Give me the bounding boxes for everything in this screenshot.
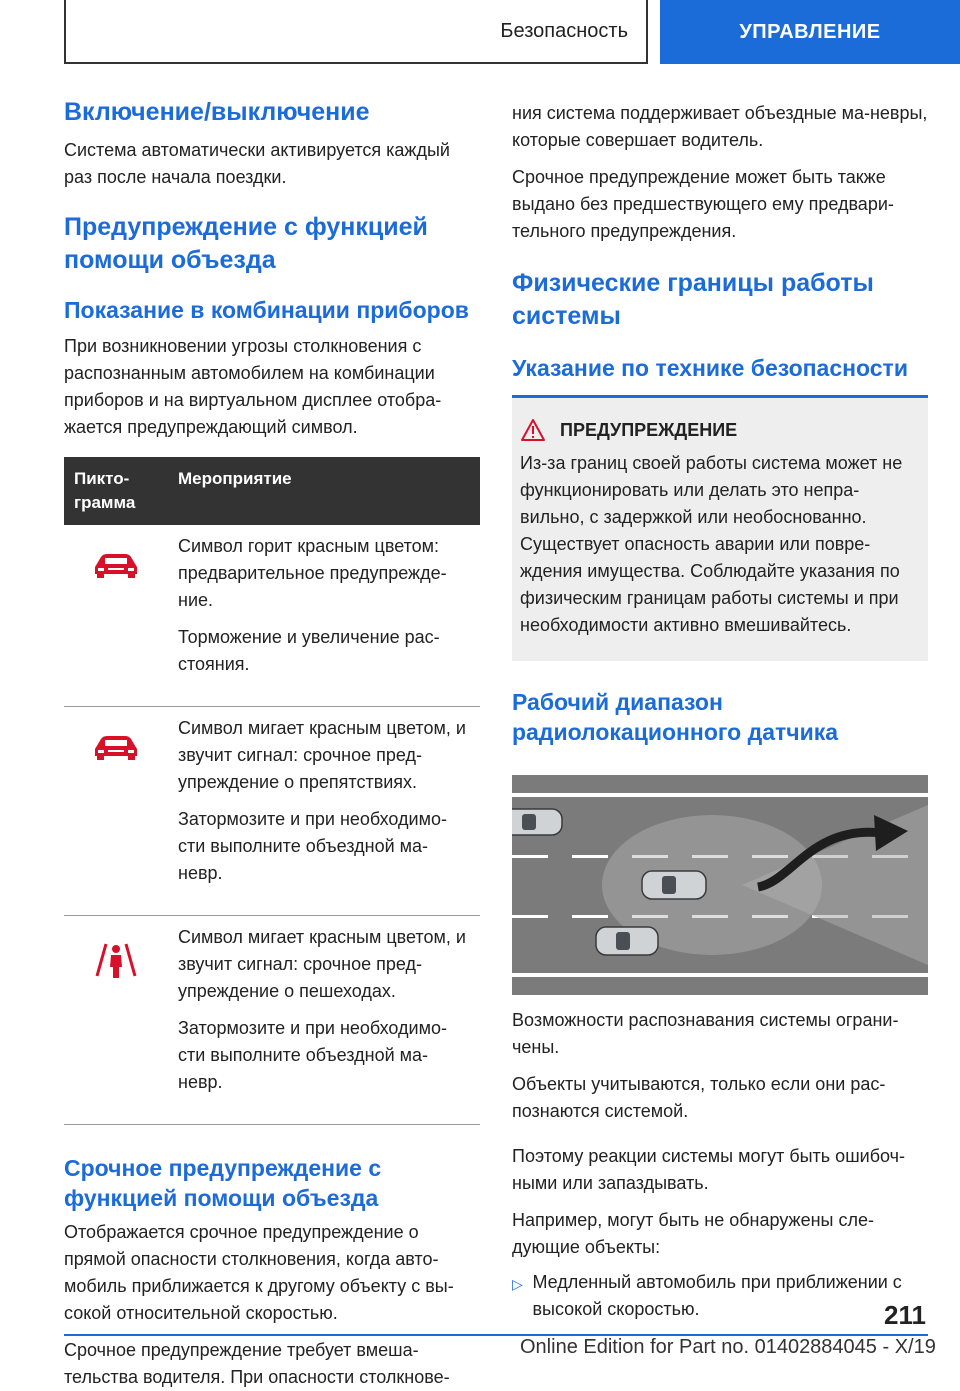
row-text-primary: Символ мигает красным цветом, и звучит сигнал: срочное пред-упреждение о препятствиях. — [178, 718, 466, 792]
heading-on-off: Включение/выключение — [64, 98, 370, 126]
warning-box — [512, 395, 928, 661]
table-header-pictogram: Пикто-грамма — [64, 457, 168, 525]
footer-edition: Online Edition for Part no. 01402884045 - X/19 — [520, 1336, 936, 1358]
radar-range-illustration — [512, 775, 928, 995]
heading-warning-evasion: Предупреждение с функцией помощи объезда — [64, 213, 428, 274]
list-item-text: Медленный автомобиль при приближении с высокой скоростью. — [532, 1272, 902, 1319]
paragraph-instrument-display: При возникновении угрозы столкновения с распознанным автомобилем на комбинации приборов и на виртуальном дисплее отобра-жается предупреждающий символ. — [64, 336, 442, 437]
row-text-secondary: Затормозите и при необходимо-сти выполните объездной ма-невр. — [178, 1018, 447, 1092]
warning-triangle-icon — [520, 418, 546, 442]
heading-instrument-display: Показание в комбинации приборов — [64, 297, 469, 323]
paragraph-urgent-2: Срочное предупреждение требует вмеша-тельства водителя. При опасности столкнове- — [64, 1340, 450, 1387]
heading-safety-note: Указание по технике безопасности — [512, 355, 908, 381]
header-section-tab — [64, 0, 648, 64]
list-item — [512, 1269, 928, 1323]
car-warning-icon — [91, 731, 141, 761]
page-number: 211 — [884, 1300, 926, 1330]
paragraph-range-3: Поэтому реакции системы могут быть ошибоч-ными или запаздывать. — [512, 1146, 905, 1193]
heading-physical-limits: Физические границы работы системы — [512, 269, 874, 330]
row-text-primary: Символ горит красным цветом: предварительное предупрежде-ние. — [178, 536, 447, 610]
table-row — [64, 916, 480, 1125]
heading-radar-range: Рабочий диапазон радиолокационного датчика — [512, 689, 839, 745]
warning-text: Из-за границ своей работы система может не функционировать или делать это непра-вильно, с задержкой или необоснованно. Существует опасность аварии или повре-ждения имущества. Соблюдайте указания по физическим границам работы системы и при необходимости активно вмешивайтесь. — [520, 453, 903, 635]
paragraph-range-2: Объекты учитываются, только если они рас-познаются системой. — [512, 1074, 886, 1121]
pictogram-table — [64, 457, 480, 1125]
left-column — [64, 96, 480, 1391]
paragraph-range-1: Возможности распознавания системы ограни-чены. — [512, 1010, 899, 1057]
warning-title: ПРЕДУПРЕЖДЕНИЕ — [560, 419, 738, 440]
right-column — [512, 100, 928, 1323]
table-header-action: Мероприятие — [168, 457, 480, 525]
row-text-secondary: Затормозите и при необходимо-сти выполните объездной ма-невр. — [178, 809, 447, 883]
row-text-secondary: Торможение и увеличение рас-стояния. — [178, 627, 440, 674]
header-chapter-tab — [660, 0, 960, 64]
pedestrian-warning-icon — [91, 940, 141, 980]
heading-urgent-warning: Срочное предупреждение с функцией помощи объезда — [64, 1155, 382, 1211]
table-row — [64, 525, 480, 707]
paragraph-continued-1: ния система поддерживает объездные ма-невры, которые совершает водитель. — [512, 103, 928, 150]
paragraph-continued-2: Срочное предупреждение может быть также выдано без предшествующего ему предвари-тельного предупреждения. — [512, 167, 894, 241]
paragraph-on-off: Система автоматически активируется каждый раз после начала поездки. — [64, 140, 450, 187]
row-text-primary: Символ мигает красным цветом, и звучит сигнал: срочное пред-упреждение о пешеходах. — [178, 927, 466, 1001]
header-chapter-label: УПРАВЛЕНИЕ — [739, 20, 881, 43]
header-section-label: Безопасность — [500, 19, 628, 42]
paragraph-urgent-1: Отображается срочное предупреждение о прямой опасности столкновения, когда авто-мобиль приближается к другому объекту с вы-сокой относительной скоростью. — [64, 1222, 454, 1323]
table-row — [64, 707, 480, 916]
paragraph-range-4: Например, могут быть не обнаружены сле-дующие объекты: — [512, 1210, 874, 1257]
car-warning-icon — [91, 549, 141, 579]
bullet-triangle-icon: ▷ — [512, 1276, 523, 1292]
